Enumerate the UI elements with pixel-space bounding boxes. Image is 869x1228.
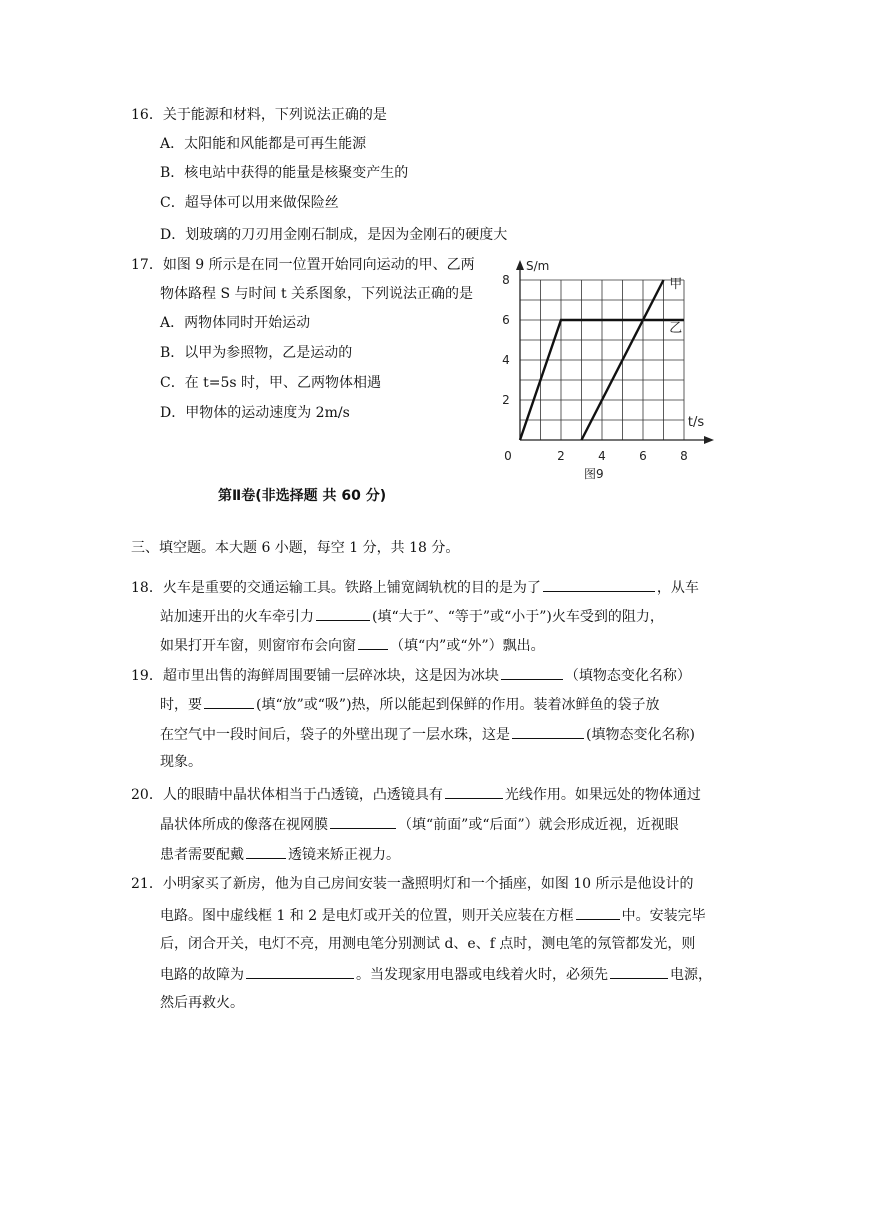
q21-text-4c: 电源， [670, 967, 712, 983]
q20-text-2b: （填“前面”或“后面”）就会形成近视，近视眼 [398, 817, 679, 833]
figure-9-chart [488, 256, 728, 488]
series-label-jia: 甲 [669, 277, 683, 292]
q20-line1 [131, 783, 701, 805]
q19-blank-1[interactable] [501, 664, 563, 680]
q21-blank-1[interactable] [576, 904, 620, 920]
y-tick-label: 8 [502, 273, 510, 287]
q18-text-2b: (填“大于”、“等于”或“小于”)火车受到的阻力， [372, 609, 664, 625]
q21-line3: 后，闭合开关，电灯不亮，用测电笔分别测试 d、e、f 点时，测电笔的氖管都发光，则 [160, 936, 696, 952]
q17-stem-line2: 物体路程 S 与时间 t 关系图象，下列说法正确的是 [160, 286, 474, 302]
y-tick-label: 6 [502, 313, 510, 327]
q19-blank-3[interactable] [512, 723, 584, 739]
y-tick-label: 4 [502, 353, 510, 367]
q19-text-3a: 在空气中一段时间后，袋子的外壁出现了一层水珠，这是 [160, 727, 510, 743]
q17-stem-line1: 17．如图 9 所示是在同一位置开始同向运动的甲、乙两 [131, 257, 475, 273]
q17-option-c: C．在 t=5s 时，甲、乙两物体相遇 [160, 375, 382, 391]
q16-option-a: A．太阳能和风能都是可再生能源 [160, 136, 367, 152]
x-tick-label: 4 [598, 449, 606, 463]
x-tick-label: 6 [639, 449, 647, 463]
q16-option-d: D．划玻璃的刀刃用金刚石制成，是因为金刚石的硬度大 [160, 227, 508, 243]
figure-caption: 图9 [583, 467, 604, 481]
q18-text-3b: （填“内”或“外”）飘出。 [390, 638, 545, 654]
q18-text-1b: ，从车 [656, 580, 699, 596]
q21-text-4b: 。当发现家用电器或电线着火时，必须先 [356, 967, 608, 983]
q20-blank-3[interactable] [246, 843, 286, 859]
y-axis-arrow [516, 260, 524, 270]
x-tick-label: 8 [680, 449, 688, 463]
q20-blank-2[interactable] [330, 813, 396, 829]
q19-text-3b: (填物态变化名称) [586, 727, 695, 743]
q17-option-d: D．甲物体的运动速度为 2m/s [160, 405, 350, 421]
q19-blank-2[interactable] [204, 693, 254, 709]
q19-line3 [160, 723, 695, 745]
q21-blank-2[interactable] [246, 963, 354, 979]
q16-option-c: C．超导体可以用来做保险丝 [160, 195, 339, 211]
q18-blank-1[interactable] [543, 576, 655, 592]
q21-blank-3[interactable] [610, 963, 668, 979]
q20-text-1b: 光线作用。如果远处的物体通过 [504, 787, 701, 803]
x-tick-label: 0 [504, 449, 512, 463]
q21-line4 [160, 963, 712, 985]
q21-text-4a: 电路的故障为 [160, 967, 244, 983]
q21-line5: 然后再救火。 [160, 995, 244, 1011]
x-axis-arrow [704, 436, 714, 444]
q19-line2 [160, 693, 660, 715]
part3-heading: 三、填空题。本大题 6 小题，每空 1 分，共 18 分。 [131, 540, 460, 556]
q20-text-3b: 透镜来矫正视力。 [288, 847, 400, 863]
y-tick-label: 2 [502, 393, 510, 407]
q21-line1: 21．小明家买了新房，他为自己房间安装一盏照明灯和一个插座，如图 10 所示是他设计的 [131, 876, 694, 892]
q18-blank-3[interactable] [358, 634, 388, 650]
q20-line3 [160, 843, 400, 865]
q19-line4: 现象。 [160, 754, 202, 770]
q19-text-2a: 时，要 [160, 697, 202, 713]
q19-text-1a: 19．超市里出售的海鲜周围要铺一层碎冰块，这是因为冰块 [131, 668, 499, 684]
q18-line1 [131, 576, 699, 598]
q18-text-2a: 站加速开出的火车牵引力 [160, 609, 314, 625]
q20-text-2a: 晶状体所成的像落在视网膜 [160, 817, 328, 833]
q21-line2 [160, 904, 706, 926]
q21-text-2a: 电路。图中虚线框 1 和 2 是电灯或开关的位置，则开关应装在方框 [160, 908, 574, 924]
q18-text-1a: 18．火车是重要的交通运输工具。铁路上铺宽阔轨枕的目的是为了 [131, 580, 541, 596]
q20-text-1a: 20．人的眼睛中晶状体相当于凸透镜，凸透镜具有 [131, 787, 443, 803]
q18-blank-2[interactable] [316, 605, 370, 621]
q18-line3 [160, 634, 545, 656]
q18-text-3a: 如果打开车窗，则窗帘布会向窗 [160, 638, 356, 654]
section-title: 第Ⅱ卷(非选择题 共 60 分) [218, 488, 387, 504]
x-tick-label: 2 [557, 449, 565, 463]
q20-line2 [160, 813, 679, 835]
y-axis-label: S/m [526, 259, 550, 273]
q19-line1 [131, 664, 691, 686]
x-axis-label: t/s [687, 415, 705, 430]
series-label-yi: 乙 [669, 321, 683, 336]
q19-text-1b: （填物态变化名称） [564, 668, 691, 684]
q20-blank-1[interactable] [445, 783, 503, 799]
q16-option-b: B．核电站中获得的能量是核聚变产生的 [160, 165, 409, 181]
q17-option-a: A．两物体同时开始运动 [160, 315, 311, 331]
q17-option-b: B．以甲为参照物，乙是运动的 [160, 345, 353, 361]
q19-text-2b: (填“放”或“吸”)热，所以能起到保鲜的作用。装着冰鲜鱼的袋子放 [256, 697, 660, 713]
q21-text-2b: 中。安装完毕 [621, 908, 706, 924]
q20-text-3a: 患者需要配戴 [160, 847, 244, 863]
q16-stem: 16．关于能源和材料，下列说法正确的是 [131, 107, 387, 123]
q18-line2 [160, 605, 664, 627]
